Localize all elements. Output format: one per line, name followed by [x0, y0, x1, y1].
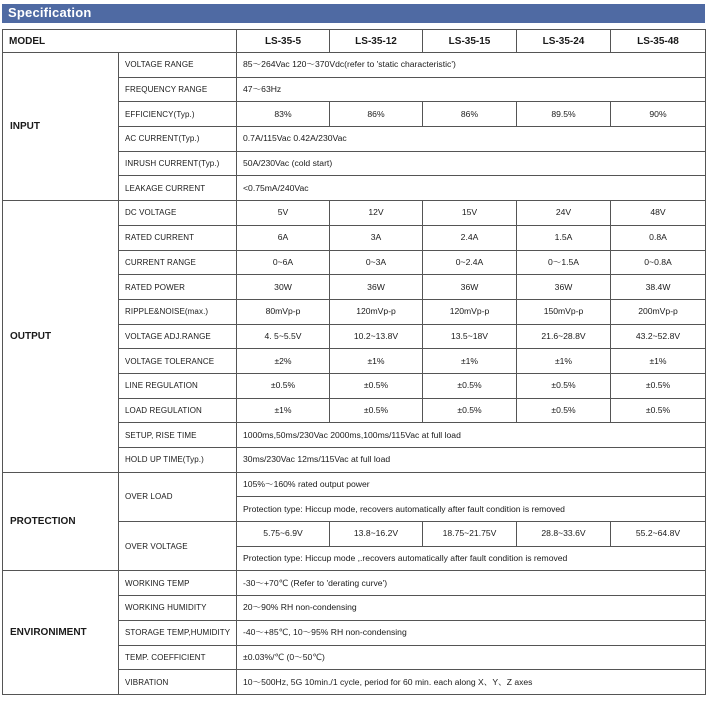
item-label: DC VOLTAGE [119, 201, 237, 226]
cell-value: ±1% [237, 398, 330, 423]
model-name: LS-35-15 [423, 30, 517, 53]
cell-value: 4. 5~5.5V [237, 324, 330, 349]
cell-value: 3A [330, 225, 423, 250]
cell-value: 38.4W [611, 275, 706, 300]
item-label: STORAGE TEMP,HUMIDITY [119, 620, 237, 645]
item-label: OVER VOLTAGE [119, 522, 237, 571]
item-value: ±0.03%/℃ (0～50℃) [237, 645, 706, 670]
cell-value: 200mVp-p [611, 299, 706, 324]
cell-value: 0～1.5A [517, 250, 611, 275]
item-value: 20～90% RH non-condensing [237, 596, 706, 621]
cell-value: ±1% [611, 349, 706, 374]
item-label: TEMP. COEFFICIENT [119, 645, 237, 670]
cell-value: 55.2~64.8V [611, 522, 706, 547]
cell-value: 83% [237, 102, 330, 127]
item-value: 0.7A/115Vac 0.42A/230Vac [237, 127, 706, 152]
cell-value: 0~2.4A [423, 250, 517, 275]
cell-value: ±0.5% [330, 373, 423, 398]
title-bar [2, 4, 705, 23]
group-input: INPUT [3, 53, 119, 201]
item-value: 10～500Hz, 5G 10min./1 cycle, period for 60 min. each along X、Y、Z axes [237, 670, 706, 695]
cell-value: ±1% [330, 349, 423, 374]
cell-value: 36W [517, 275, 611, 300]
item-label: VIBRATION [119, 670, 237, 695]
cell-value: 28.8~33.6V [517, 522, 611, 547]
model-name: LS-35-48 [611, 30, 706, 53]
cell-value: 13.5~18V [423, 324, 517, 349]
item-value: 85～264Vac 120～370Vdc(refer to 'static characteristic') [237, 53, 706, 78]
cell-value: 1.5A [517, 225, 611, 250]
cell-value: ±0.5% [611, 398, 706, 423]
cell-value: 86% [330, 102, 423, 127]
item-value: -40～+85℃, 10～95% RH non-condensing [237, 620, 706, 645]
cell-value: ±0.5% [330, 398, 423, 423]
item-label: VOLTAGE ADJ.RANGE [119, 324, 237, 349]
group-protection: PROTECTION [3, 472, 119, 571]
item-label: SETUP, RISE TIME [119, 423, 237, 448]
cell-value: 0~3A [330, 250, 423, 275]
item-value: <0.75mA/240Vac [237, 176, 706, 201]
cell-value: ±0.5% [423, 398, 517, 423]
cell-value: 80mVp-p [237, 299, 330, 324]
cell-value: 6A [237, 225, 330, 250]
cell-value: ±0.5% [423, 373, 517, 398]
cell-value: ±0.5% [611, 373, 706, 398]
cell-value: 120mVp-p [330, 299, 423, 324]
item-label: LEAKAGE CURRENT [119, 176, 237, 201]
item-label: FREQUENCY RANGE [119, 77, 237, 102]
cell-value: ±0.5% [517, 398, 611, 423]
cell-value: 43.2~52.8V [611, 324, 706, 349]
model-name: LS-35-5 [237, 30, 330, 53]
table-row [3, 472, 706, 497]
item-label: WORKING TEMP [119, 571, 237, 596]
cell-value: ±1% [423, 349, 517, 374]
item-label: VOLTAGE TOLERANCE [119, 349, 237, 374]
cell-value: 86% [423, 102, 517, 127]
group-output: OUTPUT [3, 201, 119, 473]
item-label: RATED CURRENT [119, 225, 237, 250]
cell-value: 13.8~16.2V [330, 522, 423, 547]
cell-value: 0~0.8A [611, 250, 706, 275]
cell-value: 90% [611, 102, 706, 127]
item-value: 1000ms,50ms/230Vac 2000ms,100ms/115Vac at full load [237, 423, 706, 448]
cell-value: 18.75~21.75V [423, 522, 517, 547]
cell-value: 2.4A [423, 225, 517, 250]
item-label: VOLTAGE RANGE [119, 53, 237, 78]
item-label: OVER LOAD [119, 472, 237, 521]
model-label: MODEL [3, 30, 237, 53]
item-value: -30～+70℃ (Refer to 'derating curve') [237, 571, 706, 596]
cell-value: 12V [330, 201, 423, 226]
item-label: INRUSH CURRENT(Typ.) [119, 151, 237, 176]
cell-value: 15V [423, 201, 517, 226]
item-label: CURRENT RANGE [119, 250, 237, 275]
cell-value: 30W [237, 275, 330, 300]
cell-value: 89.5% [517, 102, 611, 127]
cell-value: 0~6A [237, 250, 330, 275]
item-value: 30ms/230Vac 12ms/115Vac at full load [237, 448, 706, 473]
table-row [3, 571, 706, 596]
item-label: WORKING HUMIDITY [119, 596, 237, 621]
item-value: Protection type: Hiccup mode, recovers automatically after fault condition is removed [237, 497, 706, 522]
item-value: Protection type: Hiccup mode ,.recovers automatically after fault condition is removed [237, 546, 706, 571]
cell-value: 5.75~6.9V [237, 522, 330, 547]
table-row [3, 53, 706, 78]
model-name: LS-35-24 [517, 30, 611, 53]
item-label: RATED POWER [119, 275, 237, 300]
item-value: 50A/230Vac (cold start) [237, 151, 706, 176]
cell-value: ±0.5% [237, 373, 330, 398]
group-environment: ENVIRONIMENT [3, 571, 119, 694]
cell-value: 10.2~13.8V [330, 324, 423, 349]
cell-value: ±1% [517, 349, 611, 374]
cell-value: 21.6~28.8V [517, 324, 611, 349]
cell-value: 36W [330, 275, 423, 300]
model-name: LS-35-12 [330, 30, 423, 53]
item-label: AC CURRENT(Typ.) [119, 127, 237, 152]
cell-value: 36W [423, 275, 517, 300]
cell-value: 5V [237, 201, 330, 226]
item-label: LOAD REGULATION [119, 398, 237, 423]
item-label: RIPPLE&NOISE(max.) [119, 299, 237, 324]
cell-value: ±0.5% [517, 373, 611, 398]
spec-table [2, 29, 706, 695]
cell-value: 24V [517, 201, 611, 226]
item-label: EFFICIENCY(Typ.) [119, 102, 237, 127]
item-value: 105%～160% rated output power [237, 472, 706, 497]
cell-value: 0.8A [611, 225, 706, 250]
item-label: LINE REGULATION [119, 373, 237, 398]
model-row [3, 30, 706, 53]
cell-value: ±2% [237, 349, 330, 374]
item-value: 47～63Hz [237, 77, 706, 102]
item-label: HOLD UP TIME(Typ.) [119, 448, 237, 473]
cell-value: 150mVp-p [517, 299, 611, 324]
page-title: Specification [8, 5, 92, 20]
cell-value: 48V [611, 201, 706, 226]
cell-value: 120mVp-p [423, 299, 517, 324]
table-row [3, 201, 706, 226]
